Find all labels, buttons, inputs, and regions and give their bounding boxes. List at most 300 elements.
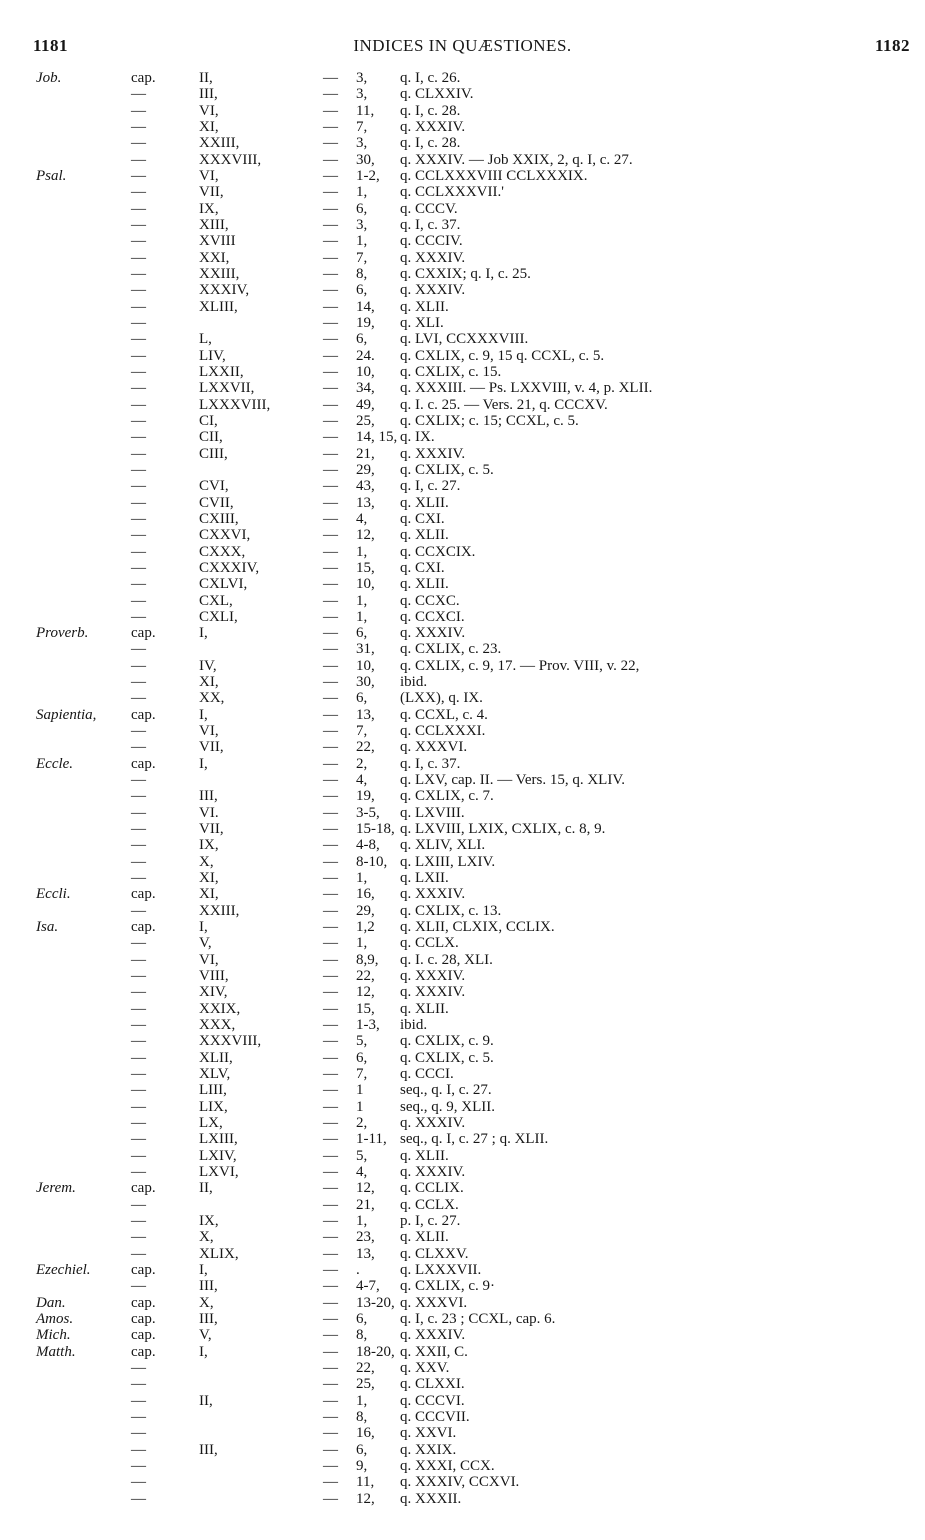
question-reference: q. CCXCI. [400, 608, 465, 625]
question-reference: q. XXXIV. [400, 625, 466, 642]
verse-number: 8, [356, 1327, 368, 1344]
verse-number: 19, [356, 788, 375, 805]
dash-separator: — [323, 1343, 338, 1360]
cap-marker: cap. [131, 70, 156, 86]
question-reference: q. XXXIV. — Job XXIX, 2, q. I, c. 27. [400, 151, 633, 168]
chapter-number: LIX, [199, 1098, 228, 1115]
cap-marker: — [131, 1490, 146, 1507]
index-row [0, 1278, 925, 1294]
index-row [0, 854, 925, 870]
question-reference: q. CCCV. [400, 200, 458, 217]
index-row [0, 315, 925, 331]
dash-separator: — [323, 494, 338, 511]
verse-number: 6, [356, 331, 368, 348]
index-row [0, 1148, 925, 1164]
index-row [0, 217, 925, 233]
index-row [0, 299, 925, 315]
cap-marker: — [131, 151, 146, 168]
index-row [0, 674, 925, 690]
verse-number: 8,9, [356, 951, 379, 968]
verse-number: 31, [356, 641, 375, 658]
verse-number: 13, [356, 494, 375, 511]
chapter-number: XIV, [199, 984, 228, 1001]
verse-number: 19, [356, 314, 375, 331]
verse-number: 22, [356, 968, 375, 985]
dash-separator: — [323, 167, 338, 184]
cap-marker: — [131, 1212, 146, 1229]
index-row [0, 233, 925, 249]
question-reference: seq., q. 9, XLII. [400, 1098, 495, 1115]
chapter-number: X, [199, 853, 214, 870]
dash-separator: — [323, 870, 338, 887]
cap-marker: — [131, 445, 146, 462]
dash-separator: — [323, 1000, 338, 1017]
cap-marker: — [131, 1049, 146, 1066]
cap-marker: — [131, 690, 146, 707]
chapter-number: XI, [199, 870, 219, 887]
question-reference: q. XLII. [400, 298, 449, 315]
verse-number: 6, [356, 625, 368, 642]
question-reference: q. XXXIV. [400, 984, 466, 1001]
verse-number: 22, [356, 739, 375, 756]
verse-number: 18-20, [356, 1343, 395, 1360]
chapter-number: LXXXVIII, [199, 396, 271, 413]
cap-marker: — [131, 216, 146, 233]
verse-number: 13-20, [356, 1294, 395, 1311]
question-reference: q. XLIV, XLI. [400, 837, 486, 854]
index-row [0, 1360, 925, 1376]
question-reference: q. XXXIV. [400, 1163, 466, 1180]
verse-number: 9, [356, 1457, 368, 1474]
question-reference: q. I, c. 26. [400, 70, 461, 86]
index-row [0, 1425, 925, 1441]
verse-number: 1, [356, 935, 368, 952]
index-row [0, 805, 925, 821]
verse-number: 5, [356, 1033, 368, 1050]
verse-number: 4-8, [356, 837, 380, 854]
cap-marker: — [131, 1457, 146, 1474]
dash-separator: — [323, 886, 338, 903]
page-title: INDICES IN QUÆSTIONES. [353, 36, 572, 55]
question-reference: q. CXLIX, c. 23. [400, 641, 502, 658]
index-row [0, 70, 925, 86]
cap-marker: — [131, 1474, 146, 1491]
dash-separator: — [323, 968, 338, 985]
dash-separator: — [323, 837, 338, 854]
verse-number: 3, [356, 70, 368, 86]
question-reference: q. CCLXXXI. [400, 723, 486, 740]
dash-separator: — [323, 1408, 338, 1425]
chapter-number: XI, [199, 118, 219, 135]
chapter-number: VIII, [199, 968, 229, 985]
dash-separator: — [323, 1327, 338, 1344]
dash-separator: — [323, 1131, 338, 1148]
question-reference: q. XXXIV. [400, 445, 466, 462]
index-row [0, 788, 925, 804]
verse-number: 25, [356, 1376, 375, 1393]
verse-number: 1, [356, 1392, 368, 1409]
index-row [0, 1409, 925, 1425]
verse-number: 15, [356, 1000, 375, 1017]
cap-marker: — [131, 1082, 146, 1099]
book-name: Sapientia, [36, 706, 97, 723]
dash-separator: — [323, 1212, 338, 1229]
chapter-number: VII, [199, 184, 224, 201]
dash-separator: — [323, 853, 338, 870]
chapter-number: V, [199, 935, 212, 952]
dash-separator: — [323, 641, 338, 658]
question-reference: q. XXXI, CCX. [400, 1457, 495, 1474]
chapter-number: LIII, [199, 1082, 227, 1099]
verse-number: 6, [356, 1441, 368, 1458]
index-row [0, 593, 925, 609]
verse-number: 1, [356, 592, 368, 609]
index-row [0, 86, 925, 102]
question-reference: q. XLII. [400, 1000, 449, 1017]
cap-marker: — [131, 1278, 146, 1295]
dash-separator: — [323, 788, 338, 805]
cap-marker: — [131, 1066, 146, 1083]
chapter-number: V, [199, 1327, 212, 1344]
verse-number: 6, [356, 282, 368, 299]
book-name: Psal. [36, 167, 67, 184]
chapter-number: I, [199, 1261, 208, 1278]
verse-number: 13, [356, 706, 375, 723]
dash-separator: — [323, 396, 338, 413]
dash-separator: — [323, 347, 338, 364]
chapter-number: XXI, [199, 249, 230, 266]
verse-number: 6, [356, 1310, 368, 1327]
cap-marker: — [131, 265, 146, 282]
cap-marker: — [131, 1392, 146, 1409]
verse-number: 3-5, [356, 804, 380, 821]
chapter-number: II, [199, 1180, 213, 1197]
verse-number: 1, [356, 870, 368, 887]
index-row [0, 1131, 925, 1147]
cap-marker: — [131, 1359, 146, 1376]
dash-separator: — [323, 674, 338, 691]
chapter-number: LIV, [199, 347, 226, 364]
chapter-number: CI, [199, 412, 218, 429]
book-name: Eccle. [36, 755, 74, 772]
index-row [0, 641, 925, 657]
cap-marker: — [131, 1033, 146, 1050]
index-row [0, 364, 925, 380]
question-reference: q. XLII, CLXIX, CCLIX. [400, 919, 555, 936]
index-row [0, 282, 925, 298]
cap-marker: — [131, 184, 146, 201]
index-row [0, 397, 925, 413]
verse-number: 3, [356, 86, 368, 103]
question-reference: q. CCLX. [400, 1196, 459, 1213]
question-reference: q. XXV. [400, 1359, 450, 1376]
dash-separator: — [323, 657, 338, 674]
dash-separator: — [323, 461, 338, 478]
chapter-number: XXXVIII, [199, 151, 262, 168]
index-row [0, 331, 925, 347]
verse-number: 12, [356, 527, 375, 544]
question-reference: q. LXVIII. [400, 804, 465, 821]
index-row [0, 1115, 925, 1131]
cap-marker: cap. [131, 1180, 156, 1197]
question-reference: q. XXXVI. [400, 1294, 468, 1311]
chapter-number: III, [199, 1278, 218, 1295]
cap-marker: — [131, 396, 146, 413]
cap-marker: cap. [131, 706, 156, 723]
verse-number: 1-11, [356, 1131, 387, 1148]
dash-separator: — [323, 1457, 338, 1474]
cap-marker: — [131, 657, 146, 674]
question-reference: q. CCCVII. [400, 1408, 470, 1425]
book-name: Dan. [36, 1294, 66, 1311]
page-number-left: 1181 [33, 36, 69, 55]
chapter-number: L, [199, 331, 212, 348]
book-name: Mich. [36, 1327, 71, 1344]
verse-number: 29, [356, 461, 375, 478]
verse-number: 1-2, [356, 167, 380, 184]
question-reference: q. CXLIX; c. 15; CCXL, c. 5. [400, 412, 579, 429]
cap-marker: cap. [131, 886, 156, 903]
dash-separator: — [323, 102, 338, 119]
cap-marker: — [131, 837, 146, 854]
cap-marker: — [131, 298, 146, 315]
index-row [0, 1050, 925, 1066]
cap-marker: — [131, 478, 146, 495]
verse-number: 7, [356, 249, 368, 266]
verse-number: 16, [356, 1425, 375, 1442]
dash-separator: — [323, 706, 338, 723]
index-row [0, 1001, 925, 1017]
index-row [0, 544, 925, 560]
index-row [0, 527, 925, 543]
dash-separator: — [323, 1310, 338, 1327]
index-row [0, 250, 925, 266]
verse-number: 23, [356, 1229, 375, 1246]
question-reference: q. CLXXIV. [400, 86, 474, 103]
cap-marker: — [131, 543, 146, 560]
index-row [0, 184, 925, 200]
dash-separator: — [323, 1376, 338, 1393]
chapter-number: VI. [199, 804, 219, 821]
dash-separator: — [323, 1294, 338, 1311]
question-reference: q. I. c. 25. — Vers. 21, q. CCCXV. [400, 396, 608, 413]
chapter-number: CXL, [199, 592, 233, 609]
verse-number: 7, [356, 1066, 368, 1083]
question-reference: q. I, c. 27. [400, 478, 461, 495]
book-name: Amos. [36, 1310, 74, 1327]
page-number-right: 1182 [874, 36, 910, 55]
index-row [0, 1376, 925, 1392]
dash-separator: — [323, 723, 338, 740]
question-reference: q. XXXIV. [400, 886, 466, 903]
dash-separator: — [323, 919, 338, 936]
dash-separator: — [323, 1278, 338, 1295]
dash-separator: — [323, 772, 338, 789]
chapter-number: I, [199, 755, 208, 772]
index-row [0, 821, 925, 837]
cap-marker: cap. [131, 1294, 156, 1311]
cap-marker: — [131, 1131, 146, 1148]
question-reference: ibid. [400, 1017, 428, 1034]
chapter-number: I, [199, 1343, 208, 1360]
verse-number: 13, [356, 1245, 375, 1262]
chapter-number: CVI, [199, 478, 229, 495]
index-row [0, 495, 925, 511]
chapter-number: IX, [199, 200, 219, 217]
index-row [0, 1311, 925, 1327]
index-row [0, 1393, 925, 1409]
index-row [0, 870, 925, 886]
question-reference: q. XXXIV, CCXVI. [400, 1474, 520, 1491]
index-row [0, 903, 925, 919]
question-reference: q. XXII, C. [400, 1343, 468, 1360]
question-reference: q. CCLXXXVIII CCLXXXIX. [400, 167, 588, 184]
dash-separator: — [323, 1425, 338, 1442]
dash-separator: — [323, 1359, 338, 1376]
index-row [0, 103, 925, 119]
question-reference: q. LXV, cap. II. — Vers. 15, q. XLIV. [400, 772, 625, 789]
dash-separator: — [323, 151, 338, 168]
cap-marker: — [131, 331, 146, 348]
book-name: Isa. [36, 919, 59, 936]
verse-number: 49, [356, 396, 375, 413]
chapter-number: XLII, [199, 1049, 233, 1066]
book-name: Ezechiel. [36, 1261, 91, 1278]
dash-separator: — [323, 429, 338, 446]
dash-separator: — [323, 951, 338, 968]
question-reference: q. CCLIX. [400, 1180, 464, 1197]
verse-number: 7, [356, 118, 368, 135]
dash-separator: — [323, 1229, 338, 1246]
chapter-number: XVIII [199, 233, 236, 250]
chapter-number: CXXXIV, [199, 559, 260, 576]
cap-marker: — [131, 494, 146, 511]
chapter-number: XXXVIII, [199, 1033, 262, 1050]
verse-number: 1, [356, 1212, 368, 1229]
dash-separator: — [323, 70, 338, 86]
verse-number: 25, [356, 412, 375, 429]
chapter-number: IX, [199, 1212, 219, 1229]
index-row [0, 690, 925, 706]
dash-separator: — [323, 1196, 338, 1213]
dash-separator: — [323, 592, 338, 609]
question-reference: q. XXXII. [400, 1490, 462, 1507]
verse-number: 3, [356, 135, 368, 152]
question-reference: q. I, c. 37. [400, 755, 461, 772]
dash-separator: — [323, 1098, 338, 1115]
dash-separator: — [323, 200, 338, 217]
chapter-number: XXIII, [199, 265, 240, 282]
question-reference: q. LVI, CCXXXVIII. [400, 331, 529, 348]
index-row [0, 511, 925, 527]
index-row [0, 1442, 925, 1458]
question-reference: q. LXIII, LXIV. [400, 853, 496, 870]
index-row [0, 723, 925, 739]
verse-number: 2, [356, 1115, 368, 1131]
dash-separator: — [323, 1245, 338, 1262]
question-reference: q. XXXIV. [400, 1327, 466, 1344]
index-row [0, 1295, 925, 1311]
verse-number: 3, [356, 216, 368, 233]
dash-separator: — [323, 1033, 338, 1050]
chapter-number: XXIX, [199, 1000, 241, 1017]
chapter-number: II, [199, 1392, 213, 1409]
verse-number: 10, [356, 576, 375, 593]
cap-marker: cap. [131, 1327, 156, 1344]
index-row [0, 1458, 925, 1474]
dash-separator: — [323, 1082, 338, 1099]
cap-marker: — [131, 608, 146, 625]
verse-number: 22, [356, 1359, 375, 1376]
chapter-number: LX, [199, 1115, 223, 1131]
index-row [0, 1066, 925, 1082]
index-row [0, 1180, 925, 1196]
dash-separator: — [323, 608, 338, 625]
question-reference: q. I, c. 23 ; CCXL, cap. 6. [400, 1310, 556, 1327]
verse-number: 1,2 [356, 919, 375, 936]
cap-marker: — [131, 1229, 146, 1246]
dash-separator: — [323, 249, 338, 266]
chapter-number: CVII, [199, 494, 234, 511]
index-row [0, 1164, 925, 1180]
verse-number: 12, [356, 984, 375, 1001]
index-row [0, 380, 925, 396]
chapter-number: X, [199, 1294, 214, 1311]
question-reference: q. CCLX. [400, 935, 459, 952]
chapter-number: III, [199, 1441, 218, 1458]
verse-number: 12, [356, 1180, 375, 1197]
chapter-number: CXLVI, [199, 576, 248, 593]
chapter-number: LXXII, [199, 363, 244, 380]
cap-marker: — [131, 510, 146, 527]
verse-number: 15-18, [356, 821, 395, 838]
chapter-number: IX, [199, 837, 219, 854]
cap-marker: — [131, 935, 146, 952]
cap-marker: — [131, 1196, 146, 1213]
chapter-number: VII, [199, 739, 224, 756]
dash-separator: — [323, 331, 338, 348]
question-reference: q. CCLXXXVII.' [400, 184, 504, 201]
index-row [0, 984, 925, 1000]
index-row [0, 560, 925, 576]
dash-separator: — [323, 1180, 338, 1197]
chapter-number: I, [199, 625, 208, 642]
question-reference: q. LXXXVII. [400, 1261, 482, 1278]
dash-separator: — [323, 1115, 338, 1131]
index-row [0, 952, 925, 968]
index-row [0, 919, 925, 935]
verse-number: 29, [356, 902, 375, 919]
dash-separator: — [323, 265, 338, 282]
question-reference: q. CCXCIX. [400, 543, 476, 560]
chapter-number: CXXVI, [199, 527, 251, 544]
index-row [0, 348, 925, 364]
chapter-number: XX, [199, 690, 225, 707]
dash-separator: — [323, 478, 338, 495]
dash-separator: — [323, 625, 338, 642]
dash-separator: — [323, 118, 338, 135]
verse-number: 8, [356, 1408, 368, 1425]
verse-number: 1, [356, 184, 368, 201]
question-reference: q. XLII. [400, 494, 449, 511]
verse-number: 2, [356, 755, 368, 772]
cap-marker: — [131, 1441, 146, 1458]
question-reference: q. CXLIX, c. 7. [400, 788, 494, 805]
dash-separator: — [323, 804, 338, 821]
cap-marker: cap. [131, 919, 156, 936]
index-row [0, 707, 925, 723]
verse-number: 10, [356, 657, 375, 674]
